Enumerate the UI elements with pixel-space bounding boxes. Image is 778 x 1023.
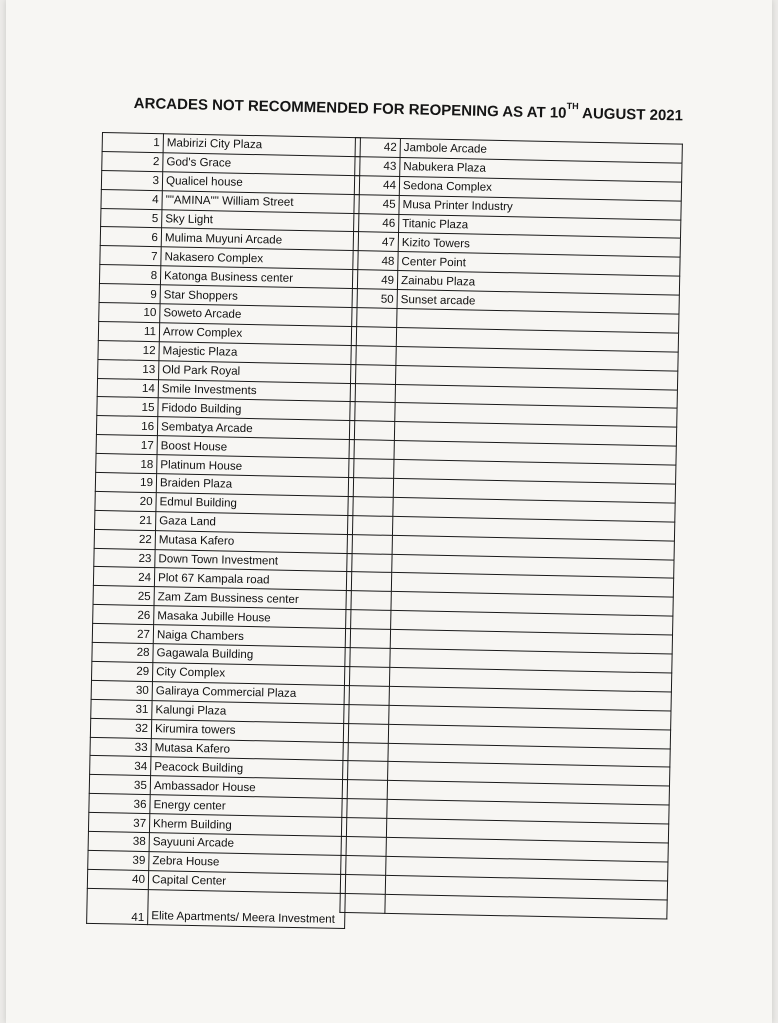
row-number: 35 [89, 775, 150, 795]
row-number: 2 [102, 151, 163, 171]
arcade-name: Peacock Building [151, 757, 348, 780]
arcade-name: Masaka Jubille House [154, 606, 351, 629]
arcade-name: Arrow Complex [159, 323, 356, 346]
arcade-name: Kherm Building [149, 814, 346, 837]
row-number: 49 [352, 270, 397, 290]
left-column-table [86, 132, 361, 929]
arcade-name: Down Town Investment [155, 549, 352, 572]
row-number: 27 [92, 624, 153, 644]
arcade-name: Galiraya Commercial Plaza [152, 681, 349, 704]
row-number: 20 [95, 491, 156, 511]
row-number: 50 [352, 289, 397, 309]
arcade-name: Zebra House [149, 851, 346, 874]
row-number [345, 648, 390, 668]
row-number: 5 [101, 208, 162, 228]
arcade-name: Edmul Building [156, 493, 353, 516]
arcade-name: City Complex [152, 663, 349, 686]
row-number: 14 [97, 378, 158, 398]
row-number: 36 [89, 794, 150, 814]
row-number: 8 [99, 265, 160, 285]
row-number: 31 [91, 699, 152, 719]
arcade-name: Soweto Arcade [160, 304, 357, 327]
arcade-name: Naiga Chambers [153, 625, 350, 648]
row-number: 40 [87, 869, 148, 889]
arcade-name: Mutasa Kafero [155, 530, 352, 553]
right-column-table [339, 137, 682, 919]
arcade-name: Braiden Plaza [156, 474, 353, 497]
row-number: 42 [355, 138, 400, 158]
document-title [134, 94, 694, 125]
row-number: 10 [99, 302, 160, 322]
row-number [343, 742, 388, 762]
row-number: 18 [96, 454, 157, 474]
row-number [351, 364, 396, 384]
row-number [352, 308, 397, 328]
row-number: 28 [92, 642, 153, 662]
arcade-name: Zainabu Plaza [397, 271, 679, 296]
row-number: 25 [93, 586, 154, 606]
arcade-name: Energy center [150, 795, 347, 818]
row-number [347, 515, 392, 535]
title-main: ARCADES NOT RECOMMENDED FOR REOPENING AS AT 10 [133, 94, 567, 122]
row-number [349, 459, 394, 479]
row-number [346, 591, 391, 611]
row-number: 17 [96, 435, 157, 455]
row-number: 4 [101, 189, 162, 209]
row-number: 15 [97, 397, 158, 417]
arcade-name: Titanic Plaza [399, 214, 681, 239]
row-number: 6 [100, 227, 161, 247]
arcade-name: Sedona Complex [399, 176, 681, 201]
arcades-table [86, 132, 692, 954]
row-number: 13 [98, 359, 159, 379]
table-row [87, 888, 346, 928]
arcade-name: Platinum House [157, 455, 354, 478]
row-number: 12 [98, 340, 159, 360]
arcade-name: God's Grace [163, 153, 360, 176]
row-number [348, 478, 393, 498]
row-number: 29 [91, 661, 152, 681]
arcade-name: Capital Center [148, 870, 345, 893]
arcade-name: Zam Zam Bussiness center [154, 587, 351, 610]
row-number: 38 [88, 831, 149, 851]
row-number: 7 [100, 246, 161, 266]
row-number: 11 [98, 321, 159, 341]
row-number: 33 [90, 737, 151, 757]
arcade-name: Kizito Towers [398, 233, 680, 258]
row-number [350, 383, 395, 403]
row-number: 37 [88, 812, 149, 832]
arcade-name: Katonga Business center [160, 266, 357, 289]
row-number: 48 [353, 251, 398, 271]
arcade-name: Fidodo Building [158, 398, 355, 421]
arcade-name: Star Shoppers [160, 285, 357, 308]
row-number [344, 666, 389, 686]
arcade-name: Sky Light [162, 209, 359, 232]
row-number [346, 610, 391, 630]
arcade-name: Center Point [398, 252, 680, 277]
title-end: AUGUST 2021 [578, 105, 684, 125]
arcade-name: Mutasa Kafero [151, 738, 348, 761]
arcade-name: Jambole Arcade [400, 138, 682, 163]
arcade-name: Smile Investments [158, 379, 355, 402]
arcade-name: Sunset arcade [397, 290, 679, 315]
row-number [344, 685, 389, 705]
arcade-name: Mabirizi City Plaza [163, 134, 360, 157]
arcade-name: Nakasero Complex [161, 247, 358, 270]
arcade-name: Kirumira towers [151, 719, 348, 742]
row-number [347, 553, 392, 573]
arcade-name: Kalungi Plaza [152, 700, 349, 723]
row-number [351, 326, 396, 346]
row-number [340, 893, 385, 913]
row-number [346, 572, 391, 592]
row-number [341, 855, 386, 875]
row-number: 23 [94, 548, 155, 568]
row-number: 26 [93, 605, 154, 625]
row-number: 1 [102, 133, 163, 153]
row-number [347, 534, 392, 554]
row-number: 32 [90, 718, 151, 738]
row-number: 30 [91, 680, 152, 700]
document-page [6, 0, 772, 1023]
arcade-name: Qualicel house [162, 172, 359, 195]
row-number: 41 [87, 888, 149, 924]
row-number: 3 [101, 170, 162, 190]
row-number [350, 402, 395, 422]
arcade-name: Elite Apartments/ Meera Investment [148, 889, 346, 928]
row-number: 45 [354, 194, 399, 214]
arcade-name: Musa Printer Industry [399, 195, 681, 220]
row-number [343, 723, 388, 743]
arcade-name: Gagawala Building [153, 644, 350, 667]
row-number [344, 704, 389, 724]
row-number [349, 440, 394, 460]
row-number: 22 [94, 529, 155, 549]
row-number: 44 [354, 175, 399, 195]
arcade-name: Ambassador House [150, 776, 347, 799]
row-number [349, 421, 394, 441]
row-number: 9 [99, 284, 160, 304]
row-number: 39 [88, 850, 149, 870]
row-number [340, 874, 385, 894]
arcade-name: Sembatya Arcade [157, 417, 354, 440]
row-number: 24 [93, 567, 154, 587]
arcade-name: Plot 67 Kampala road [154, 568, 351, 591]
arcade-name: Gaza Land [156, 511, 353, 534]
row-number [342, 780, 387, 800]
row-number: 34 [90, 756, 151, 776]
row-number [341, 818, 386, 838]
row-number: 47 [353, 232, 398, 252]
row-number: 43 [355, 156, 400, 176]
arcade-name: Nabukera Plaza [400, 157, 682, 182]
row-number: 21 [95, 510, 156, 530]
arcade-name: Majestic Plaza [159, 341, 356, 364]
arcade-name: Old Park Royal [159, 360, 356, 383]
row-number [343, 761, 388, 781]
row-number [351, 345, 396, 365]
row-number [348, 496, 393, 516]
row-number: 19 [95, 472, 156, 492]
arcade-name: Boost House [157, 436, 354, 459]
row-number: 16 [96, 416, 157, 436]
title-superscript: TH [566, 100, 579, 112]
arcade-name: ""AMINA"" William Street [162, 190, 359, 213]
row-number: 46 [354, 213, 399, 233]
row-number [341, 836, 386, 856]
row-number [342, 799, 387, 819]
arcade-name: Sayuuni Arcade [149, 833, 346, 856]
arcade-name: Mulima Muyuni Arcade [161, 228, 358, 251]
row-number [345, 629, 390, 649]
